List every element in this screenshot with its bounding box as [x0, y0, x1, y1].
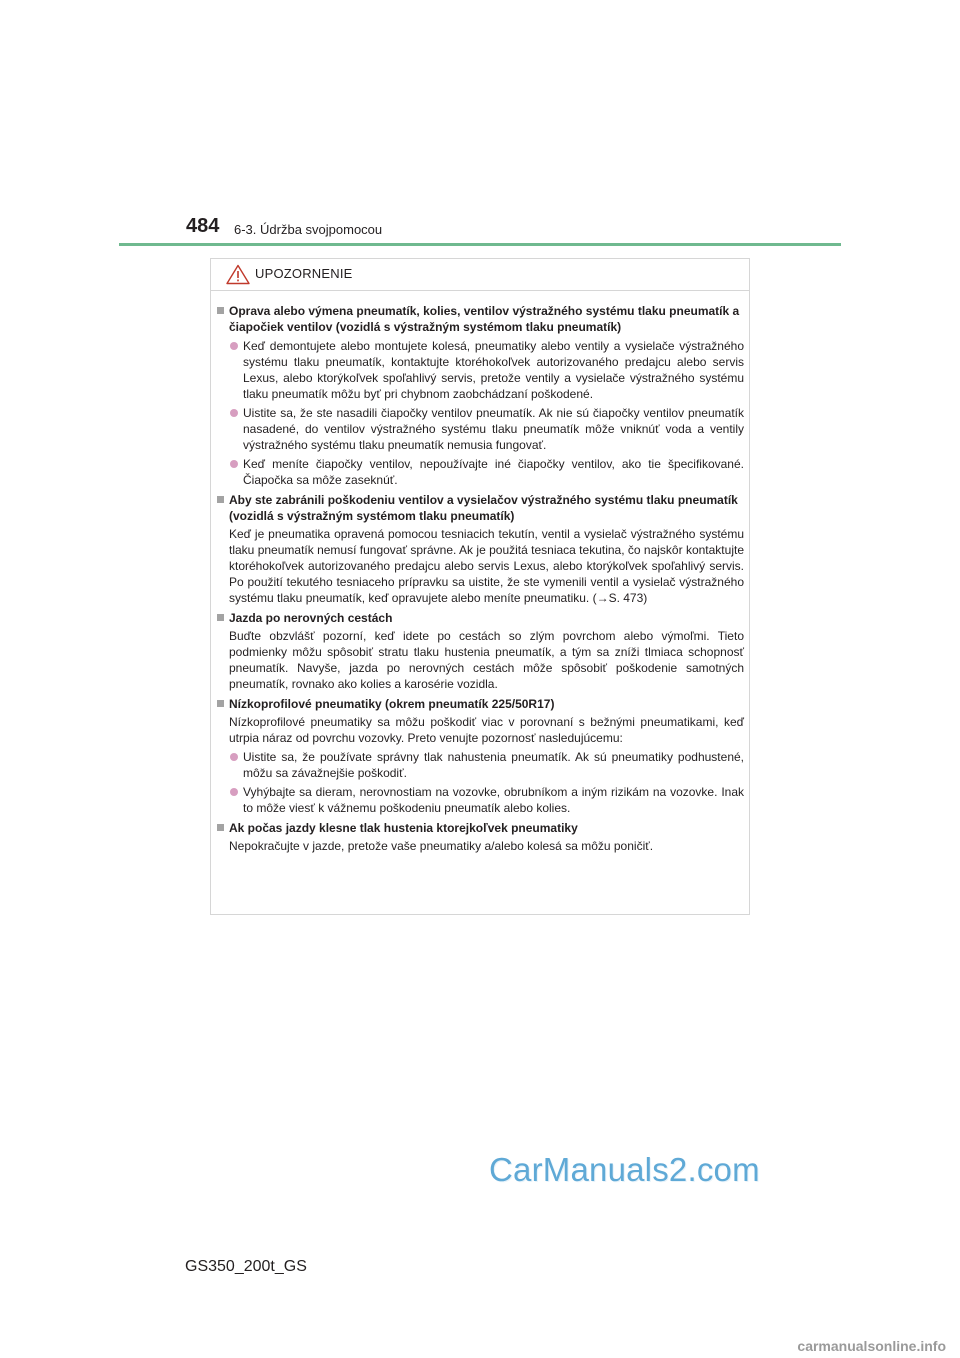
- bullet-dot-icon: [230, 788, 238, 796]
- bullet-item: Uistite sa, že ste nasadili čiapočky ventilov pneumatík. Ak nie sú čiapočky ventilov pneumatík nasadené, do ventilov výstražného systému tlaku pneumatík môže vniknúť voda a ventily výstražného systému tlaku pneumatík nemusia fungovať.: [216, 405, 744, 453]
- warning-section: [216, 303, 744, 488]
- bullet-dot-icon: [230, 409, 238, 417]
- warning-section: [216, 492, 744, 606]
- section-text: Buďte obzvlášť pozorní, keď idete po cestách so zlým povrchom alebo výmoľmi. Tieto podmienky môžu spôsobiť stratu tlaku hustenia pneumatík, a tým sa zníži tlmiaca schopnosť pneumatík. Navyše, jazda po nerovných cestách môže spôsobiť poškodenie samotných pneumatík, rovnako ako kolies a karosérie vozidla.: [229, 629, 744, 691]
- section-heading: Nízkoprofilové pneumatiky (okrem pneumatík 225/50R17): [216, 696, 744, 712]
- warning-title: UPOZORNENIE: [255, 266, 353, 281]
- bullet-dot-icon: [230, 753, 238, 761]
- warning-triangle-icon: [226, 264, 250, 285]
- footer-model: GS350_200t_GS: [185, 1258, 307, 1275]
- warning-section: [216, 820, 744, 854]
- bottom-url-link[interactable]: carmanualsonline.info: [797, 1338, 946, 1354]
- heading-square-icon: [217, 307, 224, 314]
- bullet-item: Uistite sa, že používate správny tlak nahustenia pneumatík. Ak sú pneumatiky podhustené, môžu sa závažnejšie poškodiť.: [216, 749, 744, 781]
- bullet-dot-icon: [230, 460, 238, 468]
- section-heading: Oprava alebo výmena pneumatík, kolies, ventilov výstražného systému tlaku pneumatík a čiapočiek ventilov (vozidlá s výstražným systémom tlaku pneumatík): [216, 303, 744, 335]
- bullet-item: Vyhýbajte sa dieram, nerovnostiam na vozovke, obrubníkom a iným rizikám na vozovke. Inak to môže viesť k vážnemu poškodeniu pneumatík alebo kolies.: [216, 784, 744, 816]
- warning-body: [216, 299, 744, 854]
- heading-square-icon: [217, 496, 224, 503]
- section-heading: Ak počas jazdy klesne tlak hustenia ktorejkoľvek pneumatiky: [216, 820, 744, 836]
- warning-section: [216, 696, 744, 816]
- warning-section: [216, 610, 744, 692]
- bullet-item: Keď meníte čiapočky ventilov, nepoužívajte iné čiapočky ventilov, ako tie špecifikované. Čiapočka sa môže zaseknúť.: [216, 456, 744, 488]
- page-number: 484: [186, 215, 220, 237]
- bullet-item: Keď demontujete alebo montujete kolesá, pneumatiky alebo ventily a vysielače výstražného systému tlaku pneumatík, kontaktujte ktoréhokoľvek autorizovaného predajcu alebo servis Lexus, alebo ktorýkoľvek spoľahlivý servis, pretože ventily a vysielače výstražného systému tlaku pneumatík môžu byť pri chybnom zaobchádzaní poškodené.: [216, 338, 744, 402]
- warning-box: [210, 258, 750, 915]
- section-heading: Aby ste zabránili poškodeniu ventilov a vysielačov výstražného systému tlaku pneumatík (vozidlá s výstražným systémom tlaku pneumatík): [216, 492, 744, 524]
- warning-header: [211, 259, 749, 291]
- header-rule: [119, 243, 841, 246]
- section-text: Nepokračujte v jazde, pretože vaše pneumatiky a/alebo kolesá sa môžu poničiť.: [229, 839, 654, 853]
- section-text: Nízkoprofilové pneumatiky sa môžu poškodiť viac v porovnaní s bežnými pneumatikami, keď utrpia náraz od povrchu vozovky. Preto venujte pozornosť nasledujúcemu:: [229, 715, 744, 745]
- section-text: Keď je pneumatika opravená pomocou tesniacich tekutín, ventil a vysielač výstražného systému tlaku pneumatík nemusí fungovať správne. Ak je použitá tesniaca tekutina, čo najskôr kontaktujte ktoréhokoľvek autorizovaného predajcu alebo servis Lexus, alebo ktorýkoľvek spoľahlivý servis. Po použití tekutého tesniaceho prípravku sa uistite, že ste vymenili ventil a vysielač výstražného systému tlaku pneumatík, keď opravujete alebo meníte pneumatiku. (→S. 473): [229, 527, 744, 605]
- heading-square-icon: [217, 700, 224, 707]
- heading-square-icon: [217, 824, 224, 831]
- section-title: 6-3. Údržba svojpomocou: [234, 222, 383, 237]
- heading-square-icon: [217, 614, 224, 621]
- section-heading: Jazda po nerovných cestách: [216, 610, 744, 626]
- bullet-dot-icon: [230, 342, 238, 350]
- watermark-logo: CarManuals2.com: [489, 1151, 760, 1188]
